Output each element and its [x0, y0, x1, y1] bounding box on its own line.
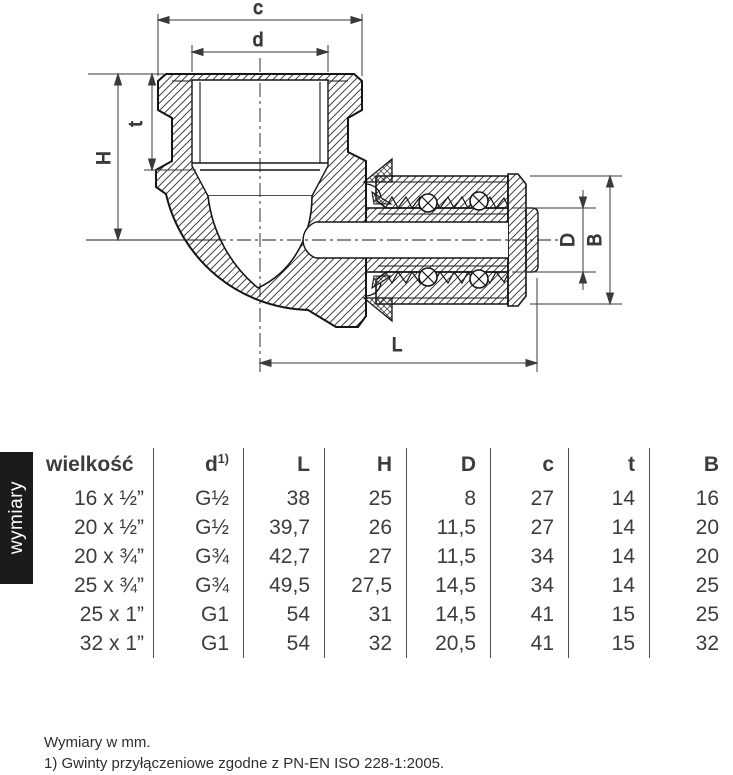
- table-cell-r2-D: 11,5: [407, 542, 491, 571]
- table-cell-r1-d: G½: [154, 513, 244, 542]
- table-cell-r5-H: 32: [325, 629, 407, 658]
- dim-label-L: L: [391, 335, 403, 356]
- dim-label-H: H: [94, 151, 115, 165]
- table-cell-r0-L: 38: [244, 484, 325, 513]
- table-cell-r1-H: 26: [325, 513, 407, 542]
- table-cell-r0-d: G½: [154, 484, 244, 513]
- table-cell-r0-t: 14: [569, 484, 650, 513]
- column-header-d: $d^{1)}$: [154, 448, 244, 484]
- column-header-H: H: [325, 448, 407, 484]
- dim-H: [88, 74, 164, 240]
- table-cell-r3-t: 14: [569, 571, 650, 600]
- table-cell-r5-B: 32: [695, 632, 719, 655]
- table-cell-r2-t: 14: [569, 542, 650, 571]
- table-cell-r1-D: 11,5: [407, 513, 491, 542]
- table-cell-r0-D: 8: [407, 484, 491, 513]
- dim-label-d: d: [252, 30, 264, 51]
- units-note: Wymiary w mm.: [44, 734, 151, 751]
- table-cell-r3-B: 25: [695, 574, 719, 597]
- dim-label-t: t: [126, 121, 147, 127]
- table-cell-r4-t: 15: [569, 600, 650, 629]
- table-cell-r2-B: 20: [695, 545, 719, 568]
- table-cell-r2-H: 27: [325, 542, 407, 571]
- table-cell-r4-c: 41: [491, 600, 569, 629]
- table-cell-r3-c: 34: [491, 571, 569, 600]
- table-cell-r3-L: 49,5: [244, 571, 325, 600]
- table-cell-r5-L: 54: [244, 629, 325, 658]
- table-cell-r4-D: 14,5: [407, 600, 491, 629]
- table-cell-r5-wielkosc: 32 x 1”: [44, 629, 154, 658]
- column-header-t: t: [569, 448, 650, 484]
- table-cell-r1-t: 14: [569, 513, 650, 542]
- dim-label-c: c: [253, 0, 263, 19]
- table-cell-r4-H: 31: [325, 600, 407, 629]
- dimensions-table: [44, 448, 733, 658]
- column-header-D: D: [407, 448, 491, 484]
- table-cell-r4-B: 25: [695, 603, 719, 626]
- table-cell-r2-d: G¾: [154, 542, 244, 571]
- table-cell-r0-c: 27: [491, 484, 569, 513]
- table-cell-r4-d: G1: [154, 600, 244, 629]
- column-header-wielkosc: wielkość: [44, 448, 154, 484]
- thread-footnote: 1) Gwinty przyłączeniowe zgodne z PN-EN ISO 228-1:2005.: [44, 754, 445, 772]
- table-cell-r5-D: 20,5: [407, 629, 491, 658]
- table-cell-r3-wielkosc: 25 x ¾”: [44, 571, 154, 600]
- table-cell-r5-d: G1: [154, 629, 244, 658]
- table-cell-r1-c: 27: [491, 513, 569, 542]
- table-cell-r0-H: 25: [325, 484, 407, 513]
- column-header-B: B: [703, 453, 719, 476]
- table-cell-r3-D: 14,5: [407, 571, 491, 600]
- table-cell-r4-wielkosc: 25 x 1”: [44, 600, 154, 629]
- table-cell-r2-L: 42,7: [244, 542, 325, 571]
- table-cell-r1-B: 20: [695, 516, 719, 539]
- table-cell-r2-wielkosc: 20 x ¾”: [44, 542, 154, 571]
- table-cell-r4-L: 54: [244, 600, 325, 629]
- table-cell-r2-c: 34: [491, 542, 569, 571]
- fitting-body: [156, 74, 366, 327]
- column-header-L: L: [244, 448, 325, 484]
- column-header-c: c: [491, 448, 569, 484]
- table-cell-r0-wielkosc: 16 x ½”: [44, 484, 154, 513]
- table-cell-r3-d: G¾: [154, 571, 244, 600]
- table-cell-r5-t: 15: [569, 629, 650, 658]
- table-cell-r1-L: 39,7: [244, 513, 325, 542]
- footer-notes: [44, 733, 444, 774]
- table-cell-r5-c: 41: [491, 629, 569, 658]
- table-cell-r3-H: 27,5: [325, 571, 407, 600]
- table-cell-r0-B: 16: [695, 487, 719, 510]
- table-cell-r1-wielkosc: 20 x ½”: [44, 513, 154, 542]
- wymiary-section-tab: [0, 452, 33, 584]
- dim-label-B: B: [585, 233, 606, 247]
- wymiary-section-label: wymiary: [5, 481, 27, 555]
- dim-label-D: D: [558, 233, 579, 247]
